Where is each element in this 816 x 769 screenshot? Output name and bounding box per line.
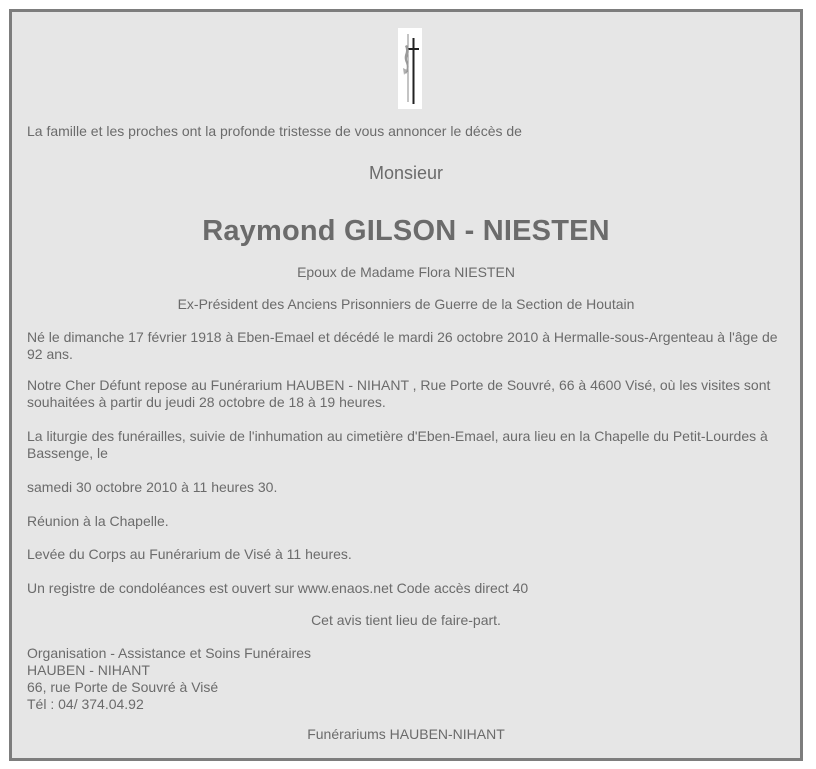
honorific: Monsieur (368, 163, 444, 183)
footer-text: Funérariums HAUBEN-NIHANT (307, 726, 505, 742)
obituary-notice (9, 9, 803, 761)
ceremony-date: samedi 30 octobre 2010 à 11 heures 30. (27, 479, 278, 495)
deceased-name: Raymond GILSON - NIESTEN (202, 215, 610, 247)
rest-text: Notre Cher Défunt repose au Funérarium HAUBEN - NIHANT , Rue Porte de Souvré, 66 à 4600 Visé, où les visites sont souhaitées à partir du jeudi 28 octobre de 18 à 19 heures. (27, 377, 771, 410)
organisation-line: Organisation - Assistance et Soins Funéraires (27, 645, 312, 661)
notice-text: Cet avis tient lieu de faire-part. (311, 612, 501, 628)
organisation-block (27, 645, 791, 713)
organisation-name: HAUBEN - NIHANT (27, 662, 150, 678)
liturgy-text: La liturgie des funérailles, suivie de l'inhumation au cimetière d'Eben-Emael, aura lieu en la Chapelle du Petit-Lourdes à Bassenge, le (27, 428, 768, 461)
role-text: Ex-Président des Anciens Prisonniers de Guerre de la Section de Houtain (177, 296, 635, 312)
birth-death-text: Né le dimanche 17 février 1918 à Eben-Emael et décédé le mardi 26 octobre 2010 à Hermalle-sous-Argenteau à l'âge de 92 ans. (27, 329, 778, 362)
organisation-address: 66, rue Porte de Souvré à Visé (27, 679, 219, 695)
register-text: Un registre de condoléances est ouvert sur www.enaos.net Code accès direct 40 (27, 580, 529, 596)
removal-text: Levée du Corps au Funérarium de Visé à 11 heures. (27, 546, 352, 562)
cross-emblem (398, 28, 422, 109)
organisation-phone: Tél : 04/ 374.04.92 (27, 696, 144, 712)
meeting-text: Réunion à la Chapelle. (27, 513, 169, 529)
cross-icon (398, 28, 422, 109)
spouse-text: Epoux de Madame Flora NIESTEN (297, 264, 515, 280)
intro-text: La famille et les proches ont la profonde tristesse de vous annoncer le décès de (27, 123, 522, 139)
